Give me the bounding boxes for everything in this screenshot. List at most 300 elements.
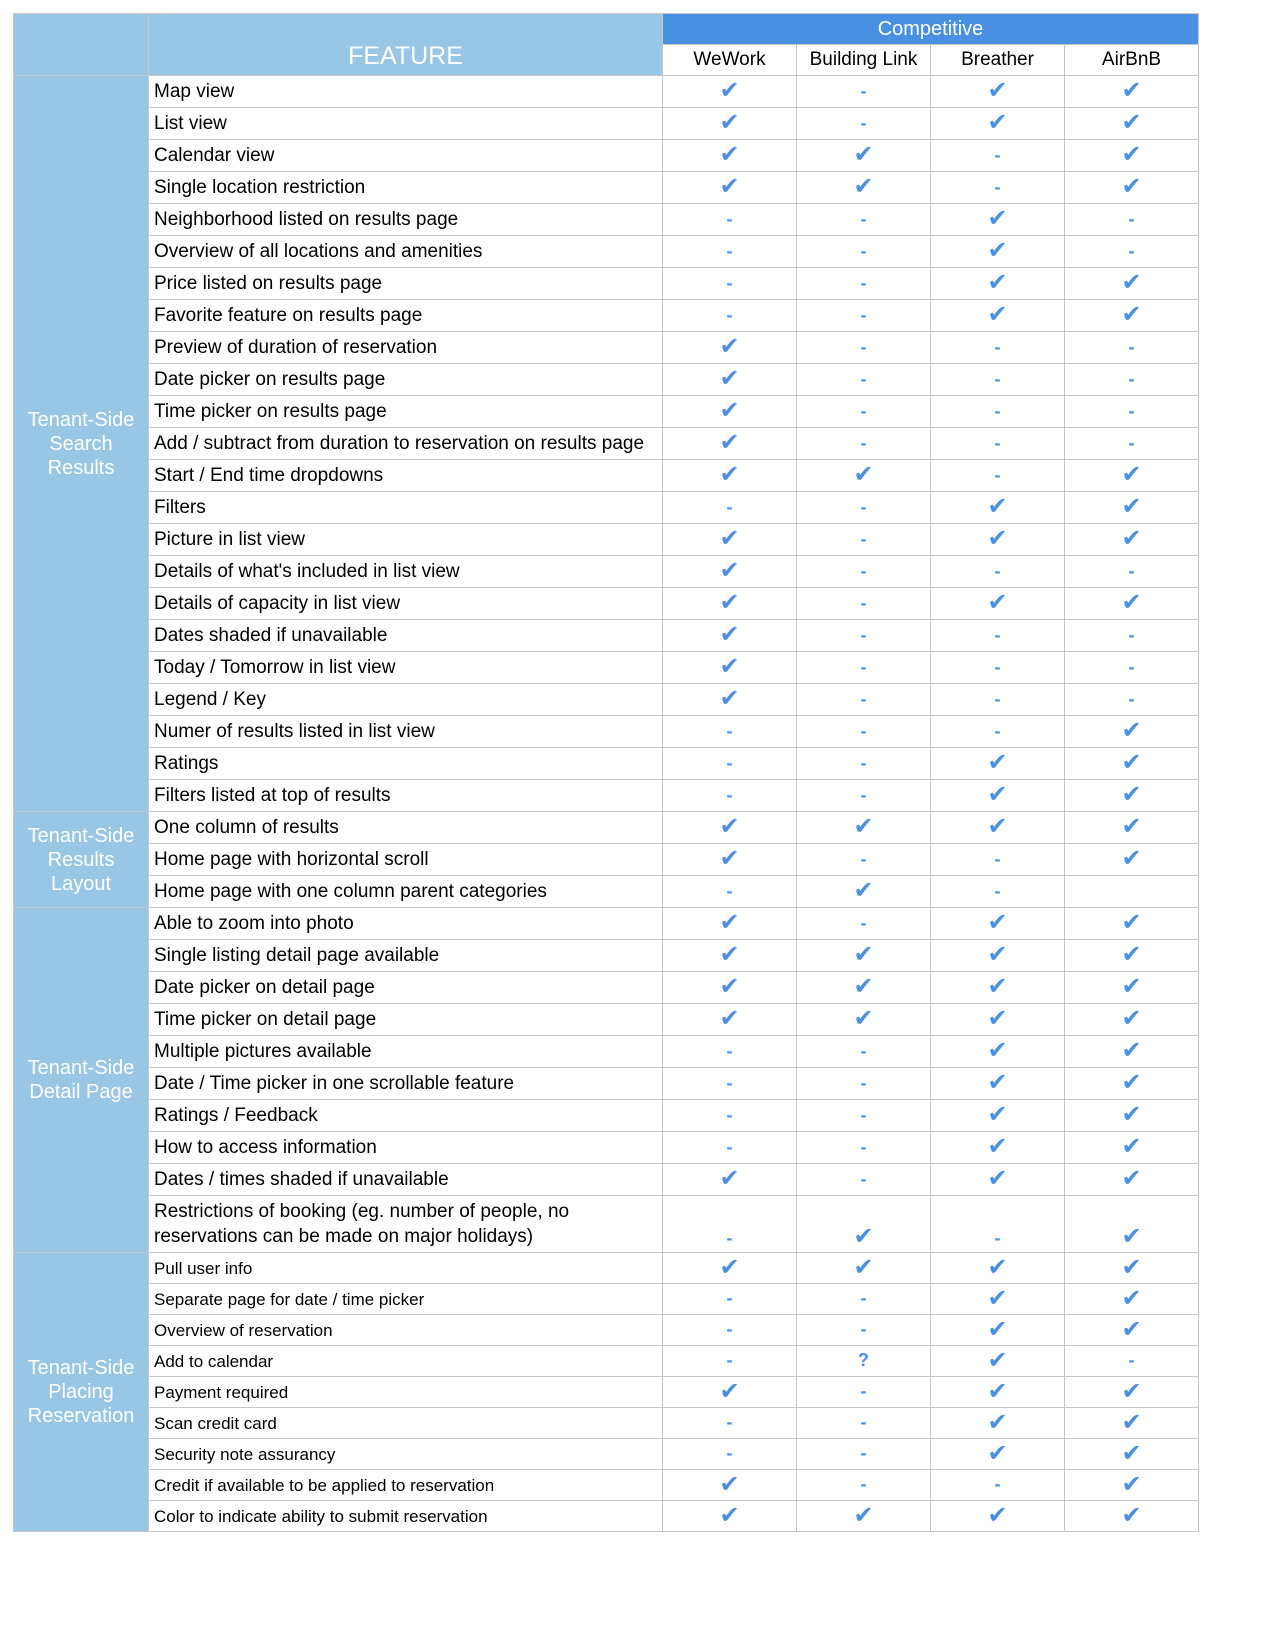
feature-name-cell: Start / End time dropdowns bbox=[149, 460, 663, 492]
check-icon: ✔ bbox=[987, 205, 1008, 232]
check-icon: ✔ bbox=[1121, 589, 1142, 616]
dash-mark: - bbox=[860, 528, 867, 549]
table-row bbox=[14, 620, 1199, 652]
value-cell bbox=[1065, 684, 1199, 716]
feature-name-cell: Single location restriction bbox=[149, 172, 663, 204]
dash-mark: - bbox=[860, 752, 867, 773]
competitor-header-wework: WeWork bbox=[663, 45, 797, 76]
feature-name-cell: Ratings / Feedback bbox=[149, 1100, 663, 1132]
check-icon: ✔ bbox=[987, 1440, 1008, 1467]
check-icon: ✔ bbox=[719, 1005, 740, 1032]
check-icon: ✔ bbox=[853, 877, 874, 904]
dash-mark: - bbox=[726, 272, 733, 293]
feature-name-cell: Add / subtract from duration to reservation on results page bbox=[149, 428, 663, 460]
value-cell bbox=[931, 652, 1065, 684]
value-cell bbox=[663, 1164, 797, 1196]
value-cell bbox=[663, 1439, 797, 1470]
value-cell bbox=[931, 780, 1065, 812]
value-cell bbox=[1065, 1100, 1199, 1132]
value-cell bbox=[1065, 268, 1199, 300]
feature-name-cell: Overview of all locations and amenities bbox=[149, 236, 663, 268]
feature-name-cell: Date picker on results page bbox=[149, 364, 663, 396]
table-row bbox=[14, 1439, 1199, 1470]
check-icon: ✔ bbox=[719, 173, 740, 200]
value-cell bbox=[931, 844, 1065, 876]
value-cell bbox=[931, 140, 1065, 172]
value-cell bbox=[1065, 1470, 1199, 1501]
dash-mark: - bbox=[860, 1412, 867, 1432]
check-icon: ✔ bbox=[987, 1101, 1008, 1128]
feature-name-cell: Legend / Key bbox=[149, 684, 663, 716]
dash-mark: - bbox=[726, 1443, 733, 1463]
dash-mark: - bbox=[860, 432, 867, 453]
value-cell bbox=[663, 1501, 797, 1532]
value-cell bbox=[931, 300, 1065, 332]
dash-mark: - bbox=[860, 400, 867, 421]
value-cell bbox=[931, 1470, 1065, 1501]
check-icon: ✔ bbox=[1121, 973, 1142, 1000]
table-row bbox=[14, 652, 1199, 684]
value-cell bbox=[663, 812, 797, 844]
value-cell bbox=[1065, 748, 1199, 780]
value-cell bbox=[931, 76, 1065, 108]
check-icon: ✔ bbox=[1121, 141, 1142, 168]
check-icon: ✔ bbox=[1121, 1254, 1142, 1281]
value-cell bbox=[663, 1315, 797, 1346]
check-icon: ✔ bbox=[987, 493, 1008, 520]
value-cell bbox=[663, 300, 797, 332]
table-row bbox=[14, 1004, 1199, 1036]
dash-mark: - bbox=[860, 240, 867, 261]
group-label-line: Detail Page bbox=[29, 1081, 133, 1103]
competitive-header: Competitive bbox=[663, 14, 1199, 45]
value-cell bbox=[1065, 428, 1199, 460]
value-cell bbox=[1065, 1284, 1199, 1315]
dash-mark: - bbox=[860, 496, 867, 517]
value-cell bbox=[797, 748, 931, 780]
group-label-cell bbox=[14, 1253, 149, 1532]
value-cell bbox=[663, 1346, 797, 1377]
value-cell bbox=[1065, 1408, 1199, 1439]
value-cell bbox=[931, 812, 1065, 844]
value-cell bbox=[931, 1132, 1065, 1164]
group-label-line: Tenant-Side bbox=[27, 1057, 135, 1079]
table-row bbox=[14, 1132, 1199, 1164]
dash-mark: - bbox=[726, 208, 733, 229]
dash-mark: - bbox=[860, 560, 867, 581]
group-label-line: Layout bbox=[50, 872, 112, 895]
feature-name-cell: Single listing detail page available bbox=[149, 940, 663, 972]
value-cell bbox=[931, 1253, 1065, 1284]
dash-mark: - bbox=[1128, 336, 1135, 357]
dash-mark: - bbox=[860, 1381, 867, 1401]
value-cell bbox=[663, 364, 797, 396]
table-row bbox=[14, 908, 1199, 940]
value-cell bbox=[1065, 1004, 1199, 1036]
check-icon: ✔ bbox=[1121, 173, 1142, 200]
feature-name-cell: Separate page for date / time picker bbox=[149, 1284, 663, 1315]
value-cell bbox=[663, 716, 797, 748]
table-row bbox=[14, 140, 1199, 172]
value-cell bbox=[797, 1346, 931, 1377]
value-cell bbox=[663, 236, 797, 268]
dash-mark: - bbox=[860, 656, 867, 677]
check-icon: ✔ bbox=[1121, 1165, 1142, 1192]
value-cell bbox=[931, 1196, 1065, 1253]
value-cell bbox=[663, 1253, 797, 1284]
table-row bbox=[14, 364, 1199, 396]
dash-mark: - bbox=[860, 1288, 867, 1308]
feature-name-cell: Ratings bbox=[149, 748, 663, 780]
check-icon: ✔ bbox=[987, 749, 1008, 776]
value-cell bbox=[663, 1036, 797, 1068]
dash-mark: - bbox=[994, 464, 1001, 485]
dash-mark: - bbox=[860, 368, 867, 389]
value-cell bbox=[663, 1004, 797, 1036]
dash-mark: - bbox=[726, 304, 733, 325]
table-row bbox=[14, 204, 1199, 236]
feature-name-cell: Today / Tomorrow in list view bbox=[149, 652, 663, 684]
value-cell bbox=[797, 1470, 931, 1501]
check-icon: ✔ bbox=[719, 653, 740, 680]
table-row bbox=[14, 588, 1199, 620]
feature-name-cell: List view bbox=[149, 108, 663, 140]
value-cell bbox=[1065, 172, 1199, 204]
dash-mark: - bbox=[1128, 368, 1135, 389]
feature-name-cell: Home page with one column parent categories bbox=[149, 876, 663, 908]
check-icon: ✔ bbox=[1121, 1037, 1142, 1064]
dash-mark: - bbox=[994, 720, 1001, 741]
value-cell bbox=[931, 940, 1065, 972]
value-cell bbox=[797, 492, 931, 524]
value-cell bbox=[663, 844, 797, 876]
dash-mark: - bbox=[860, 208, 867, 229]
value-cell bbox=[663, 268, 797, 300]
value-cell bbox=[663, 652, 797, 684]
check-icon: ✔ bbox=[987, 109, 1008, 136]
value-cell bbox=[1065, 396, 1199, 428]
feature-name-cell: Preview of duration of reservation bbox=[149, 332, 663, 364]
dash-mark: - bbox=[994, 656, 1001, 677]
dash-mark: - bbox=[726, 1350, 733, 1370]
dash-mark: - bbox=[994, 688, 1001, 709]
value-cell bbox=[663, 460, 797, 492]
value-cell bbox=[931, 492, 1065, 524]
dash-mark: - bbox=[726, 1072, 733, 1093]
table-row bbox=[14, 1470, 1199, 1501]
check-icon: ✔ bbox=[1121, 1502, 1142, 1529]
value-cell bbox=[931, 364, 1065, 396]
check-icon: ✔ bbox=[719, 941, 740, 968]
dash-mark: - bbox=[1128, 432, 1135, 453]
value-cell bbox=[797, 1439, 931, 1470]
check-icon: ✔ bbox=[987, 1502, 1008, 1529]
value-cell bbox=[663, 204, 797, 236]
table-row bbox=[14, 780, 1199, 812]
dash-mark: - bbox=[860, 1474, 867, 1494]
check-icon: ✔ bbox=[987, 589, 1008, 616]
check-icon: ✔ bbox=[719, 589, 740, 616]
check-icon: ✔ bbox=[1121, 749, 1142, 776]
value-cell bbox=[1065, 812, 1199, 844]
check-icon: ✔ bbox=[1121, 1069, 1142, 1096]
value-cell bbox=[1065, 620, 1199, 652]
value-cell bbox=[797, 460, 931, 492]
check-icon: ✔ bbox=[987, 301, 1008, 328]
check-icon: ✔ bbox=[719, 909, 740, 936]
dash-mark: - bbox=[726, 880, 733, 901]
value-cell bbox=[931, 1408, 1065, 1439]
value-cell bbox=[931, 236, 1065, 268]
feature-name-cell: Calendar view bbox=[149, 140, 663, 172]
check-icon: ✔ bbox=[987, 1005, 1008, 1032]
value-cell bbox=[1065, 780, 1199, 812]
value-cell bbox=[931, 876, 1065, 908]
value-cell bbox=[797, 1501, 931, 1532]
value-cell bbox=[663, 1068, 797, 1100]
value-cell bbox=[797, 684, 931, 716]
group-label-line: Placing bbox=[48, 1381, 114, 1403]
table-row bbox=[14, 236, 1199, 268]
feature-name-cell: Dates / times shaded if unavailable bbox=[149, 1164, 663, 1196]
check-icon: ✔ bbox=[719, 429, 740, 456]
feature-name-cell: Picture in list view bbox=[149, 524, 663, 556]
value-cell bbox=[1065, 652, 1199, 684]
dash-mark: - bbox=[1128, 208, 1135, 229]
dash-mark: - bbox=[860, 1104, 867, 1125]
check-icon: ✔ bbox=[987, 909, 1008, 936]
table-row bbox=[14, 1315, 1199, 1346]
check-icon: ✔ bbox=[719, 1378, 740, 1405]
table-row bbox=[14, 460, 1199, 492]
feature-name-cell: Credit if available to be applied to reservation bbox=[149, 1470, 663, 1501]
value-cell bbox=[797, 1377, 931, 1408]
check-icon: ✔ bbox=[1121, 1440, 1142, 1467]
value-cell bbox=[663, 1470, 797, 1501]
table-row bbox=[14, 332, 1199, 364]
value-cell bbox=[1065, 844, 1199, 876]
value-cell bbox=[663, 1132, 797, 1164]
check-icon: ✔ bbox=[1121, 77, 1142, 104]
value-cell bbox=[1065, 524, 1199, 556]
dash-mark: - bbox=[860, 1040, 867, 1061]
check-icon: ✔ bbox=[1121, 1409, 1142, 1436]
value-cell bbox=[797, 300, 931, 332]
value-cell bbox=[931, 172, 1065, 204]
value-cell bbox=[797, 716, 931, 748]
feature-name-cell: Favorite feature on results page bbox=[149, 300, 663, 332]
table-row bbox=[14, 716, 1199, 748]
value-cell bbox=[797, 780, 931, 812]
value-cell bbox=[663, 396, 797, 428]
check-icon: ✔ bbox=[719, 525, 740, 552]
check-icon: ✔ bbox=[987, 525, 1008, 552]
check-icon: ✔ bbox=[853, 1502, 874, 1529]
value-cell bbox=[1065, 76, 1199, 108]
check-icon: ✔ bbox=[987, 1316, 1008, 1343]
check-icon: ✔ bbox=[1121, 461, 1142, 488]
feature-name-cell: Time picker on results page bbox=[149, 396, 663, 428]
dash-mark: - bbox=[726, 752, 733, 773]
value-cell bbox=[797, 908, 931, 940]
table-row bbox=[14, 1164, 1199, 1196]
value-cell bbox=[797, 1068, 931, 1100]
check-icon: ✔ bbox=[719, 77, 740, 104]
value-cell bbox=[1065, 1253, 1199, 1284]
value-cell bbox=[931, 460, 1065, 492]
dash-mark: - bbox=[860, 336, 867, 357]
value-cell bbox=[1065, 1439, 1199, 1470]
value-cell bbox=[1065, 588, 1199, 620]
value-cell bbox=[797, 556, 931, 588]
check-icon: ✔ bbox=[719, 1254, 740, 1281]
feature-name-cell: Able to zoom into photo bbox=[149, 908, 663, 940]
dash-mark: - bbox=[860, 1319, 867, 1339]
value-cell bbox=[931, 1346, 1065, 1377]
value-cell bbox=[797, 140, 931, 172]
dash-mark: - bbox=[860, 720, 867, 741]
check-icon: ✔ bbox=[719, 845, 740, 872]
check-icon: ✔ bbox=[1121, 525, 1142, 552]
value-cell bbox=[931, 1501, 1065, 1532]
table-row bbox=[14, 268, 1199, 300]
value-cell bbox=[1065, 364, 1199, 396]
value-cell bbox=[931, 428, 1065, 460]
value-cell bbox=[797, 1253, 931, 1284]
dash-mark: - bbox=[994, 1228, 1001, 1248]
check-icon: ✔ bbox=[987, 1037, 1008, 1064]
table-row bbox=[14, 428, 1199, 460]
feature-name-cell: Filters bbox=[149, 492, 663, 524]
value-cell bbox=[663, 780, 797, 812]
check-icon: ✔ bbox=[1121, 493, 1142, 520]
table-row bbox=[14, 1196, 1199, 1253]
feature-name-cell: Multiple pictures available bbox=[149, 1036, 663, 1068]
value-cell bbox=[1065, 556, 1199, 588]
value-cell bbox=[1065, 1501, 1199, 1532]
table-row bbox=[14, 748, 1199, 780]
dash-mark: - bbox=[1128, 400, 1135, 421]
value-cell bbox=[663, 748, 797, 780]
table-row bbox=[14, 1501, 1199, 1532]
feature-name-cell: Overview of reservation bbox=[149, 1315, 663, 1346]
value-cell bbox=[931, 972, 1065, 1004]
table-row bbox=[14, 940, 1199, 972]
dash-mark: - bbox=[860, 1443, 867, 1463]
value-cell bbox=[663, 972, 797, 1004]
value-cell bbox=[1065, 492, 1199, 524]
feature-name-cell: Pull user info bbox=[149, 1253, 663, 1284]
value-cell bbox=[931, 1377, 1065, 1408]
check-icon: ✔ bbox=[719, 1502, 740, 1529]
check-icon: ✔ bbox=[1121, 1378, 1142, 1405]
value-cell bbox=[1065, 1132, 1199, 1164]
value-cell bbox=[663, 1284, 797, 1315]
check-icon: ✔ bbox=[1121, 269, 1142, 296]
dash-mark: - bbox=[726, 1288, 733, 1308]
table-row bbox=[14, 172, 1199, 204]
feature-name-cell: Color to indicate ability to submit reservation bbox=[149, 1501, 663, 1532]
corner-header-cell bbox=[14, 14, 149, 76]
value-cell bbox=[931, 556, 1065, 588]
dash-mark: - bbox=[726, 784, 733, 805]
group-label-cell bbox=[14, 76, 149, 812]
check-icon: ✔ bbox=[987, 1378, 1008, 1405]
check-icon: ✔ bbox=[1121, 1471, 1142, 1498]
value-cell bbox=[663, 428, 797, 460]
table-row bbox=[14, 876, 1199, 908]
value-cell bbox=[797, 268, 931, 300]
dash-mark: - bbox=[860, 624, 867, 645]
value-cell bbox=[797, 236, 931, 268]
check-icon: ✔ bbox=[1121, 909, 1142, 936]
check-icon: ✔ bbox=[719, 397, 740, 424]
dash-mark: - bbox=[860, 848, 867, 869]
table-row bbox=[14, 396, 1199, 428]
value-cell bbox=[663, 108, 797, 140]
feature-name-cell: Security note assurancy bbox=[149, 1439, 663, 1470]
feature-name-cell: Date picker on detail page bbox=[149, 972, 663, 1004]
check-icon: ✔ bbox=[1121, 813, 1142, 840]
group-label-line: Results bbox=[47, 456, 115, 479]
value-cell bbox=[931, 620, 1065, 652]
table-row bbox=[14, 844, 1199, 876]
table-row bbox=[14, 972, 1199, 1004]
dash-mark: - bbox=[860, 304, 867, 325]
value-cell bbox=[1065, 972, 1199, 1004]
group-label-cell bbox=[14, 812, 149, 908]
value-cell bbox=[1065, 1068, 1199, 1100]
value-cell bbox=[797, 332, 931, 364]
value-cell bbox=[1065, 716, 1199, 748]
check-icon: ✔ bbox=[719, 685, 740, 712]
check-icon: ✔ bbox=[719, 813, 740, 840]
value-cell bbox=[1065, 1346, 1199, 1377]
value-cell bbox=[1065, 140, 1199, 172]
dash-mark: - bbox=[994, 400, 1001, 421]
check-icon: ✔ bbox=[1121, 941, 1142, 968]
table-row bbox=[14, 556, 1199, 588]
feature-comparison-table bbox=[13, 13, 1199, 1532]
value-cell bbox=[797, 76, 931, 108]
value-cell bbox=[1065, 1036, 1199, 1068]
feature-name-cell: Details of capacity in list view bbox=[149, 588, 663, 620]
value-cell bbox=[931, 588, 1065, 620]
check-icon: ✔ bbox=[719, 973, 740, 1000]
value-cell bbox=[663, 1196, 797, 1253]
check-icon: ✔ bbox=[1121, 1223, 1142, 1250]
value-cell bbox=[931, 748, 1065, 780]
check-icon: ✔ bbox=[853, 173, 874, 200]
dash-mark: - bbox=[1128, 656, 1135, 677]
table-row bbox=[14, 108, 1199, 140]
dash-mark: - bbox=[994, 368, 1001, 389]
check-icon: ✔ bbox=[853, 1005, 874, 1032]
group-label-line: Search bbox=[49, 432, 113, 455]
value-cell bbox=[931, 1036, 1065, 1068]
table-row bbox=[14, 524, 1199, 556]
feature-name-cell: Numer of results listed in list view bbox=[149, 716, 663, 748]
dash-mark: - bbox=[726, 1040, 733, 1061]
value-cell bbox=[797, 1315, 931, 1346]
feature-name-cell: How to access information bbox=[149, 1132, 663, 1164]
feature-name-cell: Scan credit card bbox=[149, 1408, 663, 1439]
feature-name-cell: Map view bbox=[149, 76, 663, 108]
value-cell bbox=[931, 1164, 1065, 1196]
feature-name-cell: Filters listed at top of results bbox=[149, 780, 663, 812]
table-row bbox=[14, 492, 1199, 524]
check-icon: ✔ bbox=[1121, 1005, 1142, 1032]
